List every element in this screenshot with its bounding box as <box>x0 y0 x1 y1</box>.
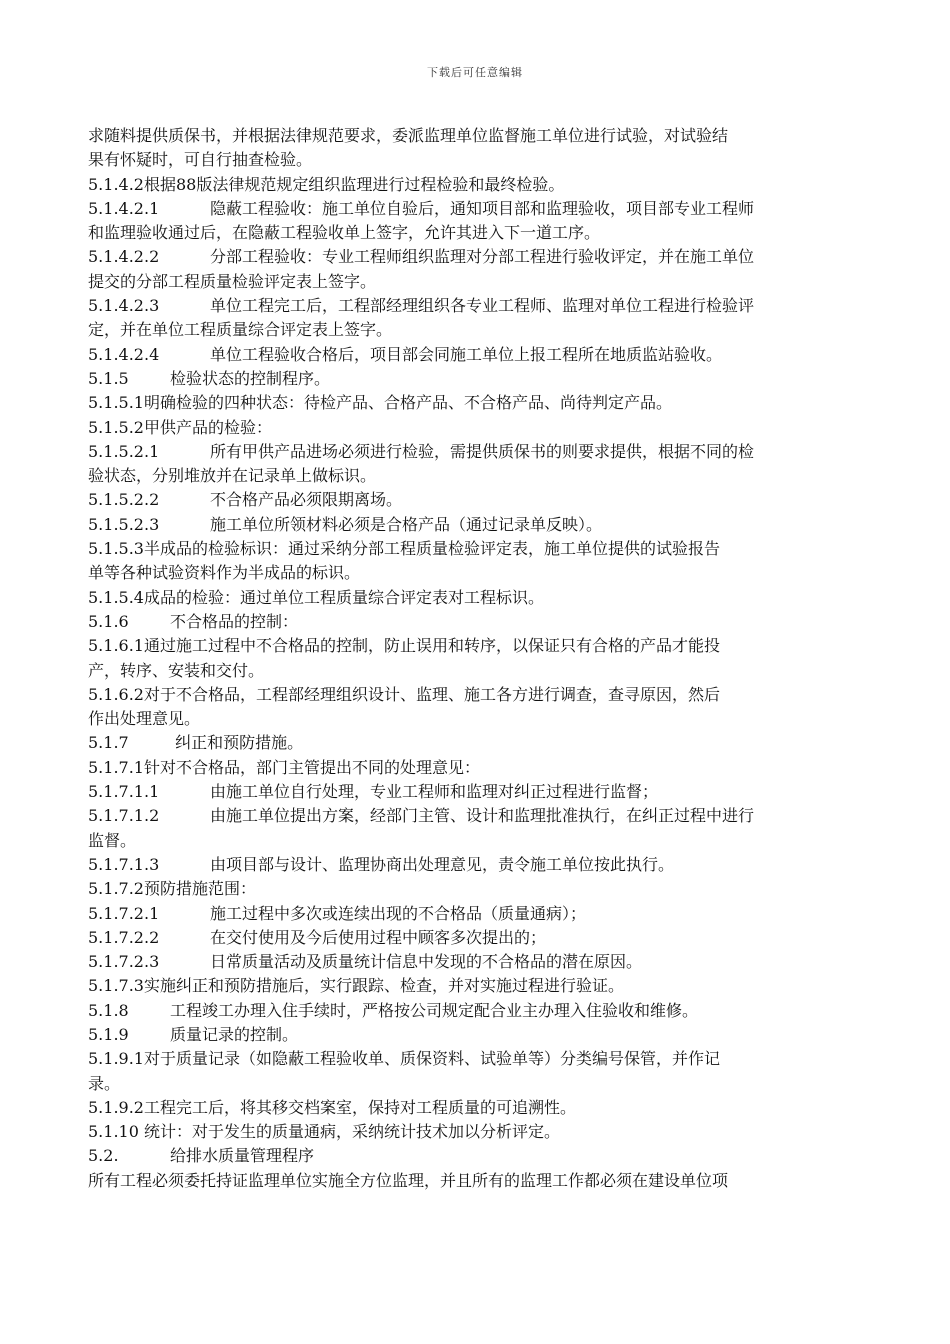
text-line <box>88 1047 864 1071</box>
text-line <box>88 1023 864 1047</box>
text-line <box>88 561 864 585</box>
line-text: 果有怀疑时，可自行抽查检验。 <box>88 150 313 170</box>
text-line <box>88 683 864 707</box>
section-number: 5.1.5.2.2 <box>88 490 160 510</box>
text-line <box>88 610 864 634</box>
line-text: 分部工程验收：专业工程师组织监理对分部工程进行验收评定，并在施工单位 <box>210 247 755 267</box>
page-header: 下载后可任意编辑 <box>427 66 523 79</box>
text-line <box>88 877 864 901</box>
text-line <box>88 270 864 294</box>
line-text: 所有甲供产品进场必须进行检验，需提供质保书的则要求提供，根据不同的检 <box>210 441 755 461</box>
text-line <box>88 1072 864 1096</box>
section-number: 5.1.7.2.3 <box>88 952 160 972</box>
section-number: 5.1.4.2.3 <box>88 296 160 316</box>
text-line <box>88 1144 864 1168</box>
text-line <box>88 756 864 780</box>
line-text: 不合格产品必须限期离场。 <box>210 490 403 510</box>
section-number: 5.1.7 <box>88 733 129 753</box>
text-line <box>88 173 864 197</box>
text-line <box>88 537 864 561</box>
text-line <box>88 829 864 853</box>
line-text: 检验状态的控制程序。 <box>170 368 331 388</box>
line-text: 由项目部与设计、监理协商出处理意见，责令施工单位按此执行。 <box>210 854 675 874</box>
section-number: 5.1.4.2.1 <box>88 198 160 218</box>
line-text: 施工过程中多次或连续出现的不合格品（质量通病）； <box>210 903 587 923</box>
line-text: 提交的分部工程质量检验评定表上签字。 <box>88 271 377 291</box>
section-number: 5.1.9 <box>88 1024 129 1044</box>
text-line <box>88 586 864 610</box>
line-text: 纠正和预防措施。 <box>170 733 304 753</box>
line-text: 由施工单位自行处理，专业工程师和监理对纠正过程进行监督； <box>210 782 659 802</box>
text-line <box>88 416 864 440</box>
text-line <box>88 1169 864 1193</box>
section-number: 5.1.6 <box>88 611 129 631</box>
line-text: 单位工程完工后，工程部经理组织各专业工程师、监理对单位工程进行检验评 <box>210 296 755 316</box>
line-text: 5.1.5.1明确检验的四种状态：待检产品、合格产品、不合格产品、尚待判定产品。 <box>88 393 672 413</box>
line-text: 5.1.7.1针对不合格品，部门主管提出不同的处理意见： <box>88 757 480 777</box>
section-number: 5.1.7.1.3 <box>88 854 160 874</box>
line-text: 所有工程必须委托持证监理单位实施全方位监理，并且所有的监理工作都必须在建设单位项 <box>88 1170 729 1190</box>
line-text: 5.1.5.4成品的检验：通过单位工程质量综合评定表对工程标识。 <box>88 587 544 607</box>
section-number: 5.1.7.2.2 <box>88 927 160 947</box>
text-line <box>88 974 864 998</box>
text-line <box>88 707 864 731</box>
line-text: 给排水质量管理程序 <box>170 1146 315 1166</box>
line-text: 作出处理意见。 <box>88 709 201 729</box>
section-number: 5.1.7.2.1 <box>88 903 160 923</box>
line-text: 日常质量活动及质量统计信息中发现的不合格品的潜在原因。 <box>210 952 643 972</box>
section-number: 5.1.7.1.1 <box>88 782 160 802</box>
line-text: 监督。 <box>88 830 137 850</box>
text-line <box>88 1120 864 1144</box>
text-line <box>88 294 864 318</box>
text-line <box>88 464 864 488</box>
line-text: 5.1.9.2工程完工后，将其移交档案室，保持对工程质量的可追溯性。 <box>88 1097 576 1117</box>
text-line <box>88 221 864 245</box>
text-line <box>88 950 864 974</box>
text-line <box>88 440 864 464</box>
line-text: 和监理验收通过后，在隐蔽工程验收单上签字，允许其进入下一道工序。 <box>88 223 601 243</box>
line-text: 5.1.9.1对于质量记录（如隐蔽工程验收单、质保资料、试验单等）分类编号保管，并作记 <box>88 1049 720 1069</box>
line-text: 质量记录的控制。 <box>170 1024 299 1044</box>
line-text: 5.1.6.1通过施工过程中不合格品的控制，防止误用和转序，以保证只有合格的产品才能投 <box>88 636 720 656</box>
text-line <box>88 367 864 391</box>
line-text: 单位工程验收合格后，项目部会同施工单位上报工程所在地质监站验收。 <box>210 344 723 364</box>
line-text: 5.1.7.2预防措施范围： <box>88 879 256 899</box>
section-number: 5.1.5.2.1 <box>88 441 160 461</box>
text-line <box>88 853 864 877</box>
line-text: 5.1.6.2对于不合格品，工程部经理组织设计、监理、施工各方进行调查，查寻原因，然后 <box>88 684 720 704</box>
line-text: 由施工单位提出方案，经部门主管、设计和监理批准执行，在纠正过程中进行 <box>210 806 755 826</box>
line-text: 5.1.5.3半成品的检验标识：通过采纳分部工程质量检验评定表，施工单位提供的试验报告 <box>88 539 720 559</box>
text-line <box>88 731 864 755</box>
text-line <box>88 148 864 172</box>
line-text: 施工单位所领材料必须是合格产品（通过记录单反映）。 <box>210 514 603 534</box>
section-number: 5.2. <box>88 1146 119 1166</box>
text-line <box>88 780 864 804</box>
text-line <box>88 804 864 828</box>
text-line <box>88 488 864 512</box>
line-text: 求随料提供质保书，并根据法律规范要求，委派监理单位监督施工单位进行试验，对试验结 <box>88 126 729 145</box>
text-line <box>88 318 864 342</box>
text-line <box>88 634 864 658</box>
line-text: 工程竣工办理入住手续时，严格按公司规定配合业主办理入住验收和维修。 <box>170 1000 699 1020</box>
line-text: 5.1.4.2根据88版法律规范规定组织监理进行过程检验和最终检验。 <box>88 174 565 194</box>
line-text: 5.1.7.3实施纠正和预防措施后，实行跟踪、检查，并对实施过程进行验证。 <box>88 976 624 996</box>
text-line <box>88 124 864 148</box>
section-number: 5.1.8 <box>88 1000 129 1020</box>
text-line <box>88 245 864 269</box>
line-text: 产，转序、安装和交付。 <box>88 660 265 680</box>
text-line <box>88 197 864 221</box>
text-line <box>88 902 864 926</box>
line-text: 定，并在单位工程质量综合评定表上签字。 <box>88 320 393 340</box>
section-number: 5.1.4.2.2 <box>88 247 160 267</box>
section-number: 5.1.5.2.3 <box>88 514 160 534</box>
text-line <box>88 999 864 1023</box>
text-line <box>88 513 864 537</box>
line-text: 录。 <box>88 1073 121 1093</box>
line-text: 验状态，分别堆放并在记录单上做标识。 <box>88 466 377 486</box>
text-line <box>88 659 864 683</box>
text-line <box>88 926 864 950</box>
line-text: 单等各种试验资料作为半成品的标识。 <box>88 563 361 583</box>
text-line <box>88 391 864 415</box>
document-body <box>88 124 864 1193</box>
line-text: 5.1.5.2甲供产品的检验： <box>88 417 272 437</box>
line-text: 隐蔽工程验收：施工单位自验后，通知项目部和监理验收，项目部专业工程师 <box>210 198 755 218</box>
text-line <box>88 343 864 367</box>
section-number: 5.1.7.1.2 <box>88 806 160 826</box>
line-text: 在交付使用及今后使用过程中顾客多次提出的； <box>210 927 547 947</box>
line-text: 不合格品的控制： <box>170 611 299 631</box>
line-text: 5.1.10 统计：对于发生的质量通病，采纳统计技术加以分析评定。 <box>88 1122 560 1142</box>
section-number: 5.1.4.2.4 <box>88 344 160 364</box>
text-line <box>88 1096 864 1120</box>
section-number: 5.1.5 <box>88 368 129 388</box>
